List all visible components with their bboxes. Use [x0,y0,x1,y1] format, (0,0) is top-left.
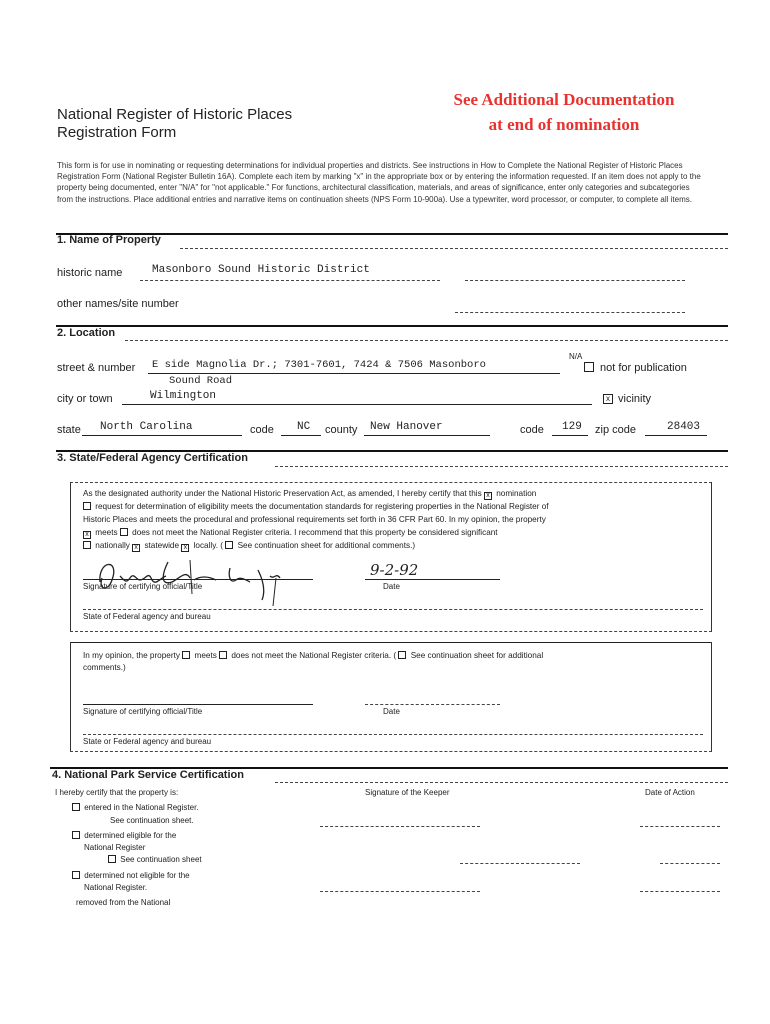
opinion-box-top [70,642,712,643]
opinion-meets-checkbox[interactable] [182,651,190,659]
section-2-heading: 2. Location [57,327,116,339]
date-line-2 [365,704,500,705]
signature-label-2: Signature of certifying official/Title [83,707,203,716]
section-3-heading: 3. State/Federal Agency Certification [57,452,248,464]
city-line [122,404,592,405]
county-code-line [552,435,588,436]
state-line [82,435,242,436]
eligible-keeper-line [460,863,580,864]
section-2-heading-underline [125,340,728,341]
state-code-line [281,435,321,436]
state-code-value[interactable]: NC [297,421,311,433]
eligible-continuation-label: See continuation sheet [120,855,202,864]
other-names-line [455,312,685,313]
street-value-continued[interactable]: Sound Road [169,375,233,387]
opinion-meets-label: meets [194,651,217,660]
section-3-heading-underline [275,466,728,467]
opinion-text-1: In my opinion, the property [83,651,180,660]
agency-line [83,609,703,610]
option-not-eligible [72,871,190,880]
agency-line-2 [83,734,703,735]
historic-name-line-2 [465,280,685,281]
continuation-open-paren: ( [220,541,224,550]
cert-box-left [70,482,71,632]
entered-label: entered in the National Register. [84,803,199,812]
zip-line [645,435,707,436]
not-for-publication-label: not for publication [600,362,687,374]
nomination-checkbox[interactable]: x [484,492,492,500]
not-eligible-label-2: National Register. [84,883,148,892]
removed-label: removed from the National [76,898,171,907]
determination-checkbox[interactable] [83,502,91,510]
cert-text-2: request for determination of eligibility meets the documentation standards for registering properties in the National Register of [95,502,549,511]
handwritten-signature [90,550,320,610]
state-value[interactable]: North Carolina [100,421,193,433]
entered-date-line [640,826,720,827]
nomination-label: nomination [496,489,537,498]
opinion-box-left [70,642,71,752]
nationally-checkbox[interactable] [83,541,91,549]
agency-label-2: State or Federal agency and bureau [83,737,212,746]
statewide-checkbox[interactable]: x [132,544,140,552]
opinion-box-right [711,642,712,752]
zip-value[interactable]: 28403 [667,421,701,433]
opinion-does-not-meet-text: does not meet the National Register criteria. ( [231,651,397,660]
cert-box-top [70,482,712,483]
county-label: county [325,424,358,436]
other-names-label: other names/site number [57,298,179,310]
zip-label: zip code [595,424,636,436]
note-line-1: See Additional Documentation [453,90,675,109]
not-eligible-checkbox[interactable] [72,871,80,879]
signature-date: 9-2-92 [370,561,419,579]
eligible-label: determined eligible for the [84,831,177,840]
county-value[interactable]: New Hanover [370,421,443,433]
street-value[interactable]: E side Magnolia Dr.; 7301-7601, 7424 & 7506 Masonboro [152,359,486,371]
signature-line [83,579,313,580]
city-label: city or town [57,393,113,405]
cert-line-4 [83,527,498,540]
opinion-continuation-text: See continuation sheet for additional [410,651,544,660]
meets-label: meets [95,528,118,537]
does-not-meet-text: does not meet the National Register criteria. I recommend that this property be considered significant [132,528,498,537]
opinion-line-1 [83,650,543,663]
not-eligible-label: determined not eligible for the [84,871,190,880]
form-title [57,106,292,142]
nationally-label: nationally [95,541,130,550]
form-title-line-2: Registration Form [57,124,177,141]
date-label: Date [383,582,400,591]
agency-label: State of Federal agency and bureau [83,612,211,621]
certify-label: I hereby certify that the property is: [55,788,179,797]
state-label: state [57,424,81,436]
eligible-checkbox[interactable] [72,831,80,839]
opinion-continuation-checkbox[interactable] [398,651,406,659]
date-line [365,579,500,580]
option-entered [72,803,199,812]
cert-text-1: As the designated authority under the National Historic Preservation Act, as amended, I hereby certify that this [83,489,482,498]
keeper-label: Signature of the Keeper [365,788,450,797]
locally-label: locally. [193,541,219,550]
entered-keeper-line [320,826,480,827]
cert-line-3: Historic Places and meets the procedural and professional requirements set forth in 36 CFR Part 60. In my opinion, the property [83,515,546,524]
cert-box-bottom [70,631,712,632]
signature-line-2 [83,704,313,705]
cert-box-right [711,482,712,632]
instructions-paragraph: This form is for use in nominating or requesting determinations for individual properties and districts. See instructions in How to Complete the National Register of Historic Places Registration Form (National Register Bulletin 16A). Complete each item by marking "x" in the appropriate box or by entering the information requested. If an item does not apply to the property being documented, enter "N/A" for "not applicable." For functions, architectural classification, materials, and areas of significance, enter only categories and subcategories from the instructions. Place additional entries and narrative items on continuation sheets (NPS Form 10-900a). Use a typewriter, word processor, or computer, to complete all items. [57,161,701,204]
section-4-heading-underline [275,782,728,783]
section-1-heading: 1. Name of Property [57,234,161,246]
statewide-label: statewide [144,541,180,550]
entered-continuation: See continuation sheet. [110,816,194,825]
historic-name-value[interactable]: Masonboro Sound Historic District [152,264,370,276]
section-4-heading: 4. National Park Service Certification [52,769,244,781]
eligible-label-2: National Register [84,843,146,852]
signature-label: Signature of certifying official/Title [83,582,203,591]
state-code-label: code [250,424,274,436]
county-code-label: code [520,424,544,436]
street-label: street & number [57,362,136,374]
historic-name-label: historic name [57,267,123,279]
meets-checkbox[interactable]: x [83,531,91,539]
section-1-heading-underline [180,248,728,249]
option-eligible [72,831,176,840]
not-eligible-date-line [640,891,720,892]
date-label-2: Date [383,707,400,716]
opinion-line-2: comments.) [83,663,126,672]
vicinity-label: vicinity [618,393,652,405]
historic-name-line [140,280,440,281]
cert-line-2 [83,501,549,514]
vicinity-checkbox[interactable]: x [603,394,613,404]
eligible-continuation-checkbox[interactable] [108,855,116,863]
note-line-2: at end of nomination [488,115,640,134]
form-title-line-1: National Register of Historic Places [57,106,293,123]
not-for-publication-na: N/A [569,352,583,361]
continuation-text: See continuation sheet for additional comments.) [237,541,416,550]
county-code-value[interactable]: 129 [562,421,582,433]
action-label: Date of Action [645,788,695,797]
option-eligible-sub [108,855,202,864]
section-2-rule [56,325,728,327]
county-line [364,435,490,436]
additional-documentation-note [425,87,703,137]
opinion-does-not-meet-checkbox[interactable] [219,651,227,659]
does-not-meet-checkbox[interactable] [120,528,128,536]
continuation-checkbox[interactable] [225,541,233,549]
eligible-date-line [660,863,720,864]
city-value[interactable]: Wilmington [150,390,217,402]
option-removed [76,898,170,907]
locally-checkbox[interactable]: x [181,544,189,552]
entered-checkbox[interactable] [72,803,80,811]
cert-line-1 [83,488,536,501]
not-for-publication-checkbox[interactable] [584,362,594,372]
not-eligible-keeper-line [320,891,480,892]
opinion-box-bottom [70,751,712,752]
street-line [148,373,560,374]
